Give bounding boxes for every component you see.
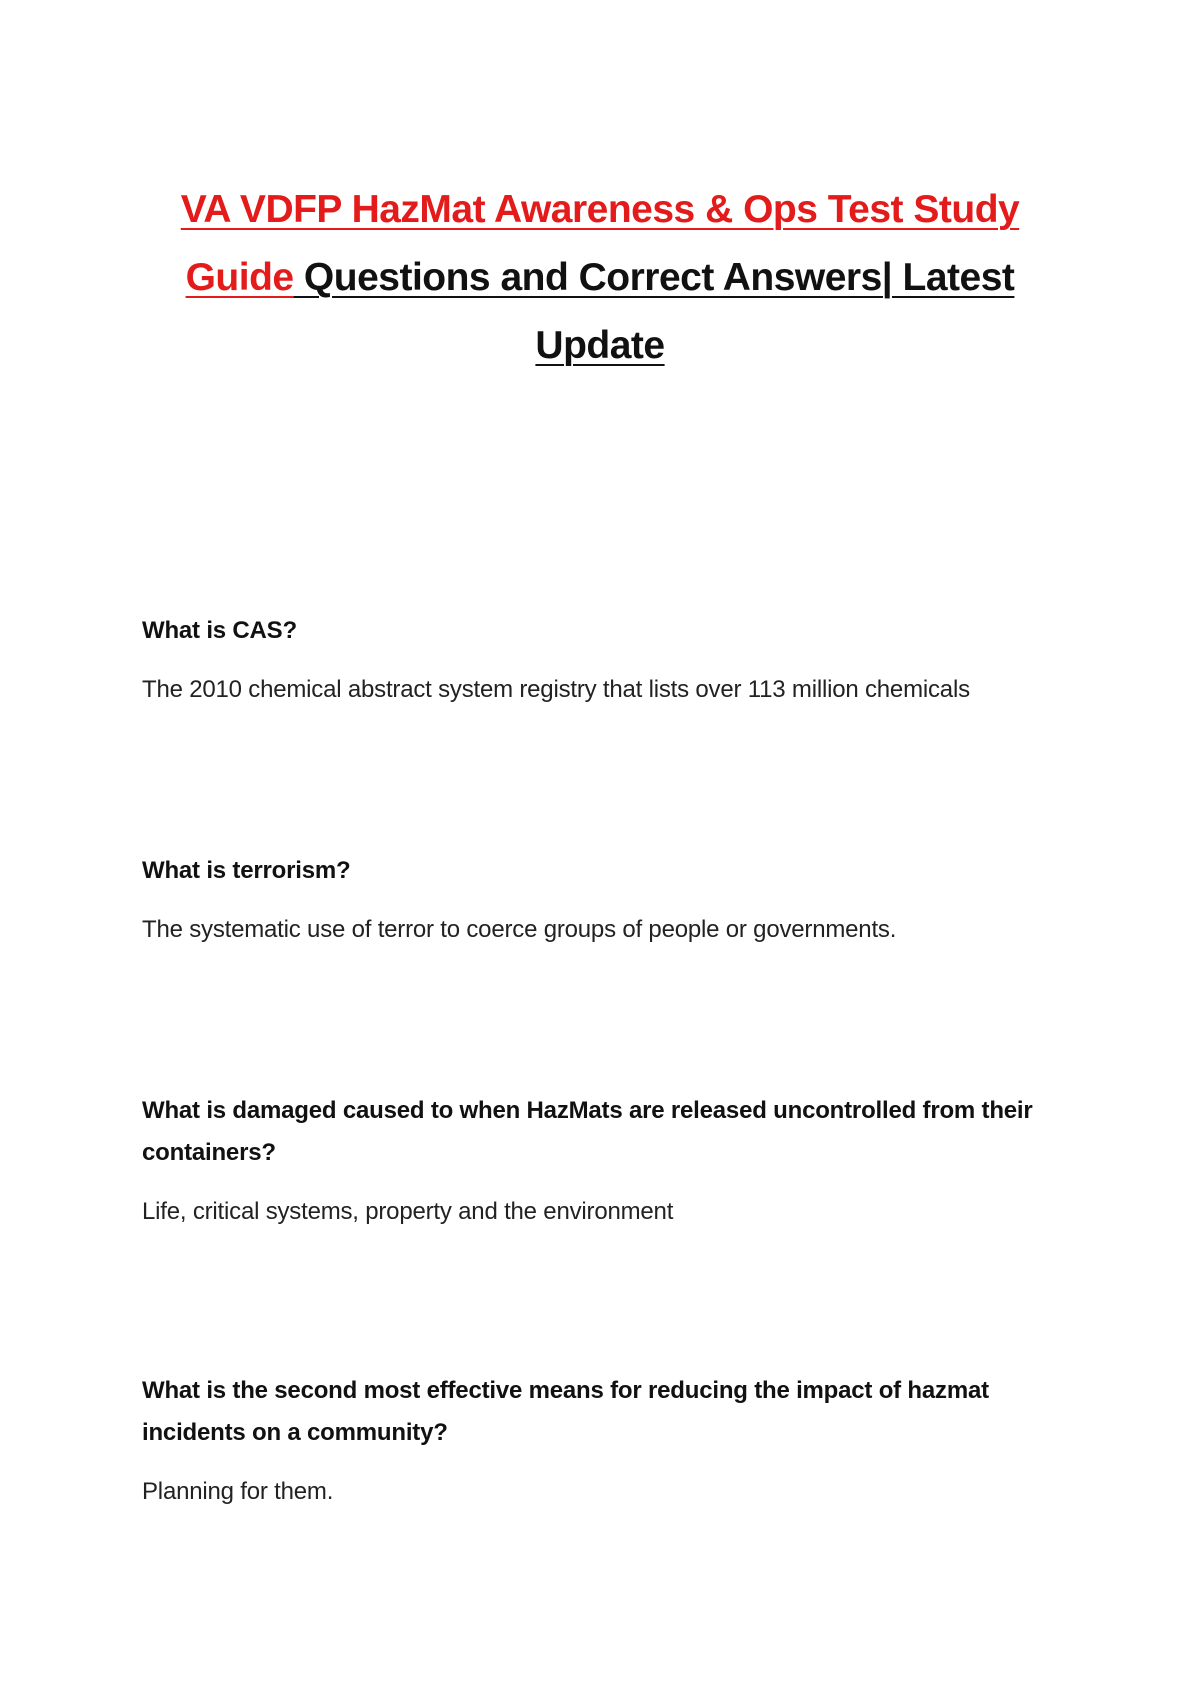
title-highlight: VA VDFP HazMat Awareness & Ops Test Study Guide	[180, 188, 1020, 300]
answer-text: The systematic use of terror to coerce groups of people or governments.	[142, 916, 897, 943]
answer-text: The 2010 chemical abstract system registry that lists over 113 million chemicals	[142, 676, 970, 703]
question-text: What is terrorism?	[142, 857, 351, 884]
question-text: What is damaged caused to when HazMats are released uncontrolled from their containers?	[142, 1097, 1033, 1166]
qa-item	[142, 1090, 1062, 1233]
title-subtitle: Questions and Correct Answers| Latest Update	[293, 256, 1015, 368]
qa-item	[142, 610, 1062, 711]
qa-item	[142, 850, 1062, 951]
qa-item	[142, 1370, 1062, 1513]
question-text: What is the second most effective means for reducing the impact of hazmat incidents on a community?	[142, 1377, 989, 1446]
question-text: What is CAS?	[142, 617, 297, 644]
document-title	[150, 176, 1050, 380]
answer-text: Planning for them.	[142, 1478, 334, 1505]
answer-text: Life, critical systems, property and the environment	[142, 1198, 674, 1225]
